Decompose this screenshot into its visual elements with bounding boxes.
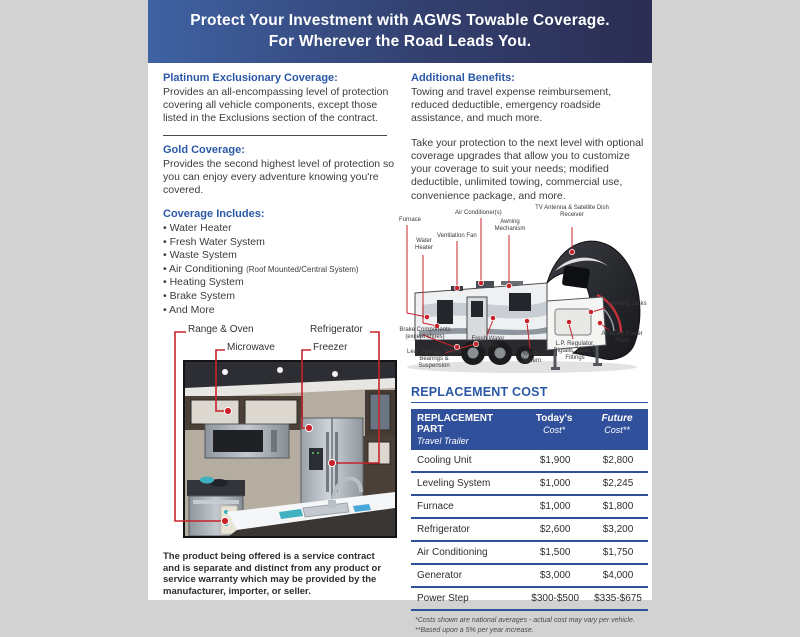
rv-label-water-heater: Water Heater — [414, 237, 433, 251]
range-oven-label: Range & Oven — [188, 324, 254, 336]
coverage-list — [163, 222, 401, 317]
footnote-costs: *Costs shown are national averages - actual cost may vary per vehicle. — [415, 616, 635, 624]
refrigerator-label: Refrigerator — [310, 324, 363, 336]
rv-label-awning-mechanism: Awning Mechanism — [494, 218, 526, 232]
coverage-item: • Air Conditioning (Roof Mounted/Central System) — [163, 263, 401, 277]
table-row: Cooling Unit $1,900 $2,800 — [411, 450, 648, 472]
rv-label-furnace: Furnace — [399, 216, 422, 223]
rv-label-fresh-water: Fresh Water System — [471, 335, 505, 349]
header-title-line1: Protect Your Investment with AGWS Towable Coverage. — [190, 11, 610, 29]
col-header-today: Today's Cost* — [522, 409, 584, 450]
freezer-label: Freezer — [313, 342, 348, 354]
section-divider — [163, 135, 387, 136]
platinum-coverage-body: Provides an all-encompassing level of protection covering all vehicle components, except those listed in the Exclusions section of the contract. — [163, 86, 389, 125]
coverage-item: • Water Heater — [163, 222, 401, 236]
table-row: Generator $3,000 $4,000 — [411, 564, 648, 587]
kitchen-callout-figure — [163, 324, 403, 542]
gold-coverage-heading: Gold Coverage: — [163, 143, 245, 156]
rv-label-brake-components: Brake Components (except shoes) — [399, 326, 451, 340]
additional-benefits-body: Towing and travel expense reimbursement, reduced deductible, emergency roadside assistance, and much more. — [411, 86, 612, 125]
right-column — [399, 72, 649, 637]
left-column — [163, 72, 401, 597]
table-row: Air Conditioning $1,500 $1,750 — [411, 541, 648, 564]
kitchen-photo — [183, 360, 397, 538]
rv-label-aux-power-plant: Auxiliary Power Plant — [601, 330, 643, 344]
rv-label-waste-system: Waste System — [520, 350, 541, 364]
platinum-coverage-heading: Platinum Exclusionary Coverage: — [163, 72, 338, 84]
kitchen-photo-art — [185, 362, 395, 536]
coverage-item: • And More — [163, 304, 401, 318]
table-row: Furnace $1,000 $1,800 — [411, 495, 648, 518]
col-header-future: Future Cost** — [584, 409, 648, 450]
replacement-cost-title: REPLACEMENT COST — [411, 385, 648, 403]
footnote-increase: **Based upon a 5% per year increase. — [415, 627, 534, 635]
service-contract-disclaimer: The product being offered is a service contract and is separate and distinct from any product or service warranty which may be provided by the manufacturer, importer, or seller. — [163, 551, 382, 597]
rv-label-leaf-springs: Leaf Springs, Wheel Bearings & Suspension — [406, 348, 462, 369]
microwave-label: Microwave — [227, 342, 275, 354]
additional-benefits-heading: Additional Benefits: — [411, 72, 515, 84]
coverage-item: • Fresh Water System — [163, 236, 401, 250]
rv-label-ventilation-fan: Ventilation Fan — [437, 232, 477, 239]
rv-label-tv-antenna: TV Antenna & Satellite Dish Receiver — [535, 204, 609, 218]
col-header-part: REPLACEMENT PART Travel Trailer — [411, 409, 522, 450]
rv-label-air-conditioners: Air Conditioner(s) — [455, 209, 502, 216]
table-row: Power Step $300-$500 $335-$675 — [411, 587, 648, 610]
gold-coverage-body: Provides the second highest level of protection so you can enjoy every adventure knowing you're covered. — [163, 157, 395, 197]
table-row: Leveling System $1,000 $2,245 — [411, 472, 648, 495]
rv-label-lp-regulator: L.P. Regulator, Pigtails, Lines & Fittings — [553, 340, 597, 361]
rv-label-leveling-jacks: Leveling Jacks — [607, 300, 647, 307]
rv-component-diagram — [397, 205, 653, 385]
header-banner — [148, 0, 652, 63]
table-footnotes — [411, 616, 649, 637]
coverage-includes-heading: Coverage Includes: — [163, 208, 265, 221]
header-title-line2: For Wherever the Road Leads You. — [268, 32, 532, 50]
coverage-item: • Brake System — [163, 290, 401, 304]
replacement-cost-table — [411, 409, 648, 611]
coverage-item: • Waste System — [163, 249, 401, 263]
table-row: Refrigerator $2,600 $3,200 — [411, 518, 648, 541]
upgrade-body: Take your protection to the next level with optional coverage upgrades that allow you to customize your coverage to suit your needs; modified deductible, unlimited towing, commercial use, convenience package, and more. — [411, 136, 644, 202]
table-header-row — [411, 409, 648, 450]
brochure-page — [148, 0, 652, 635]
coverage-item: • Heating System — [163, 276, 401, 290]
